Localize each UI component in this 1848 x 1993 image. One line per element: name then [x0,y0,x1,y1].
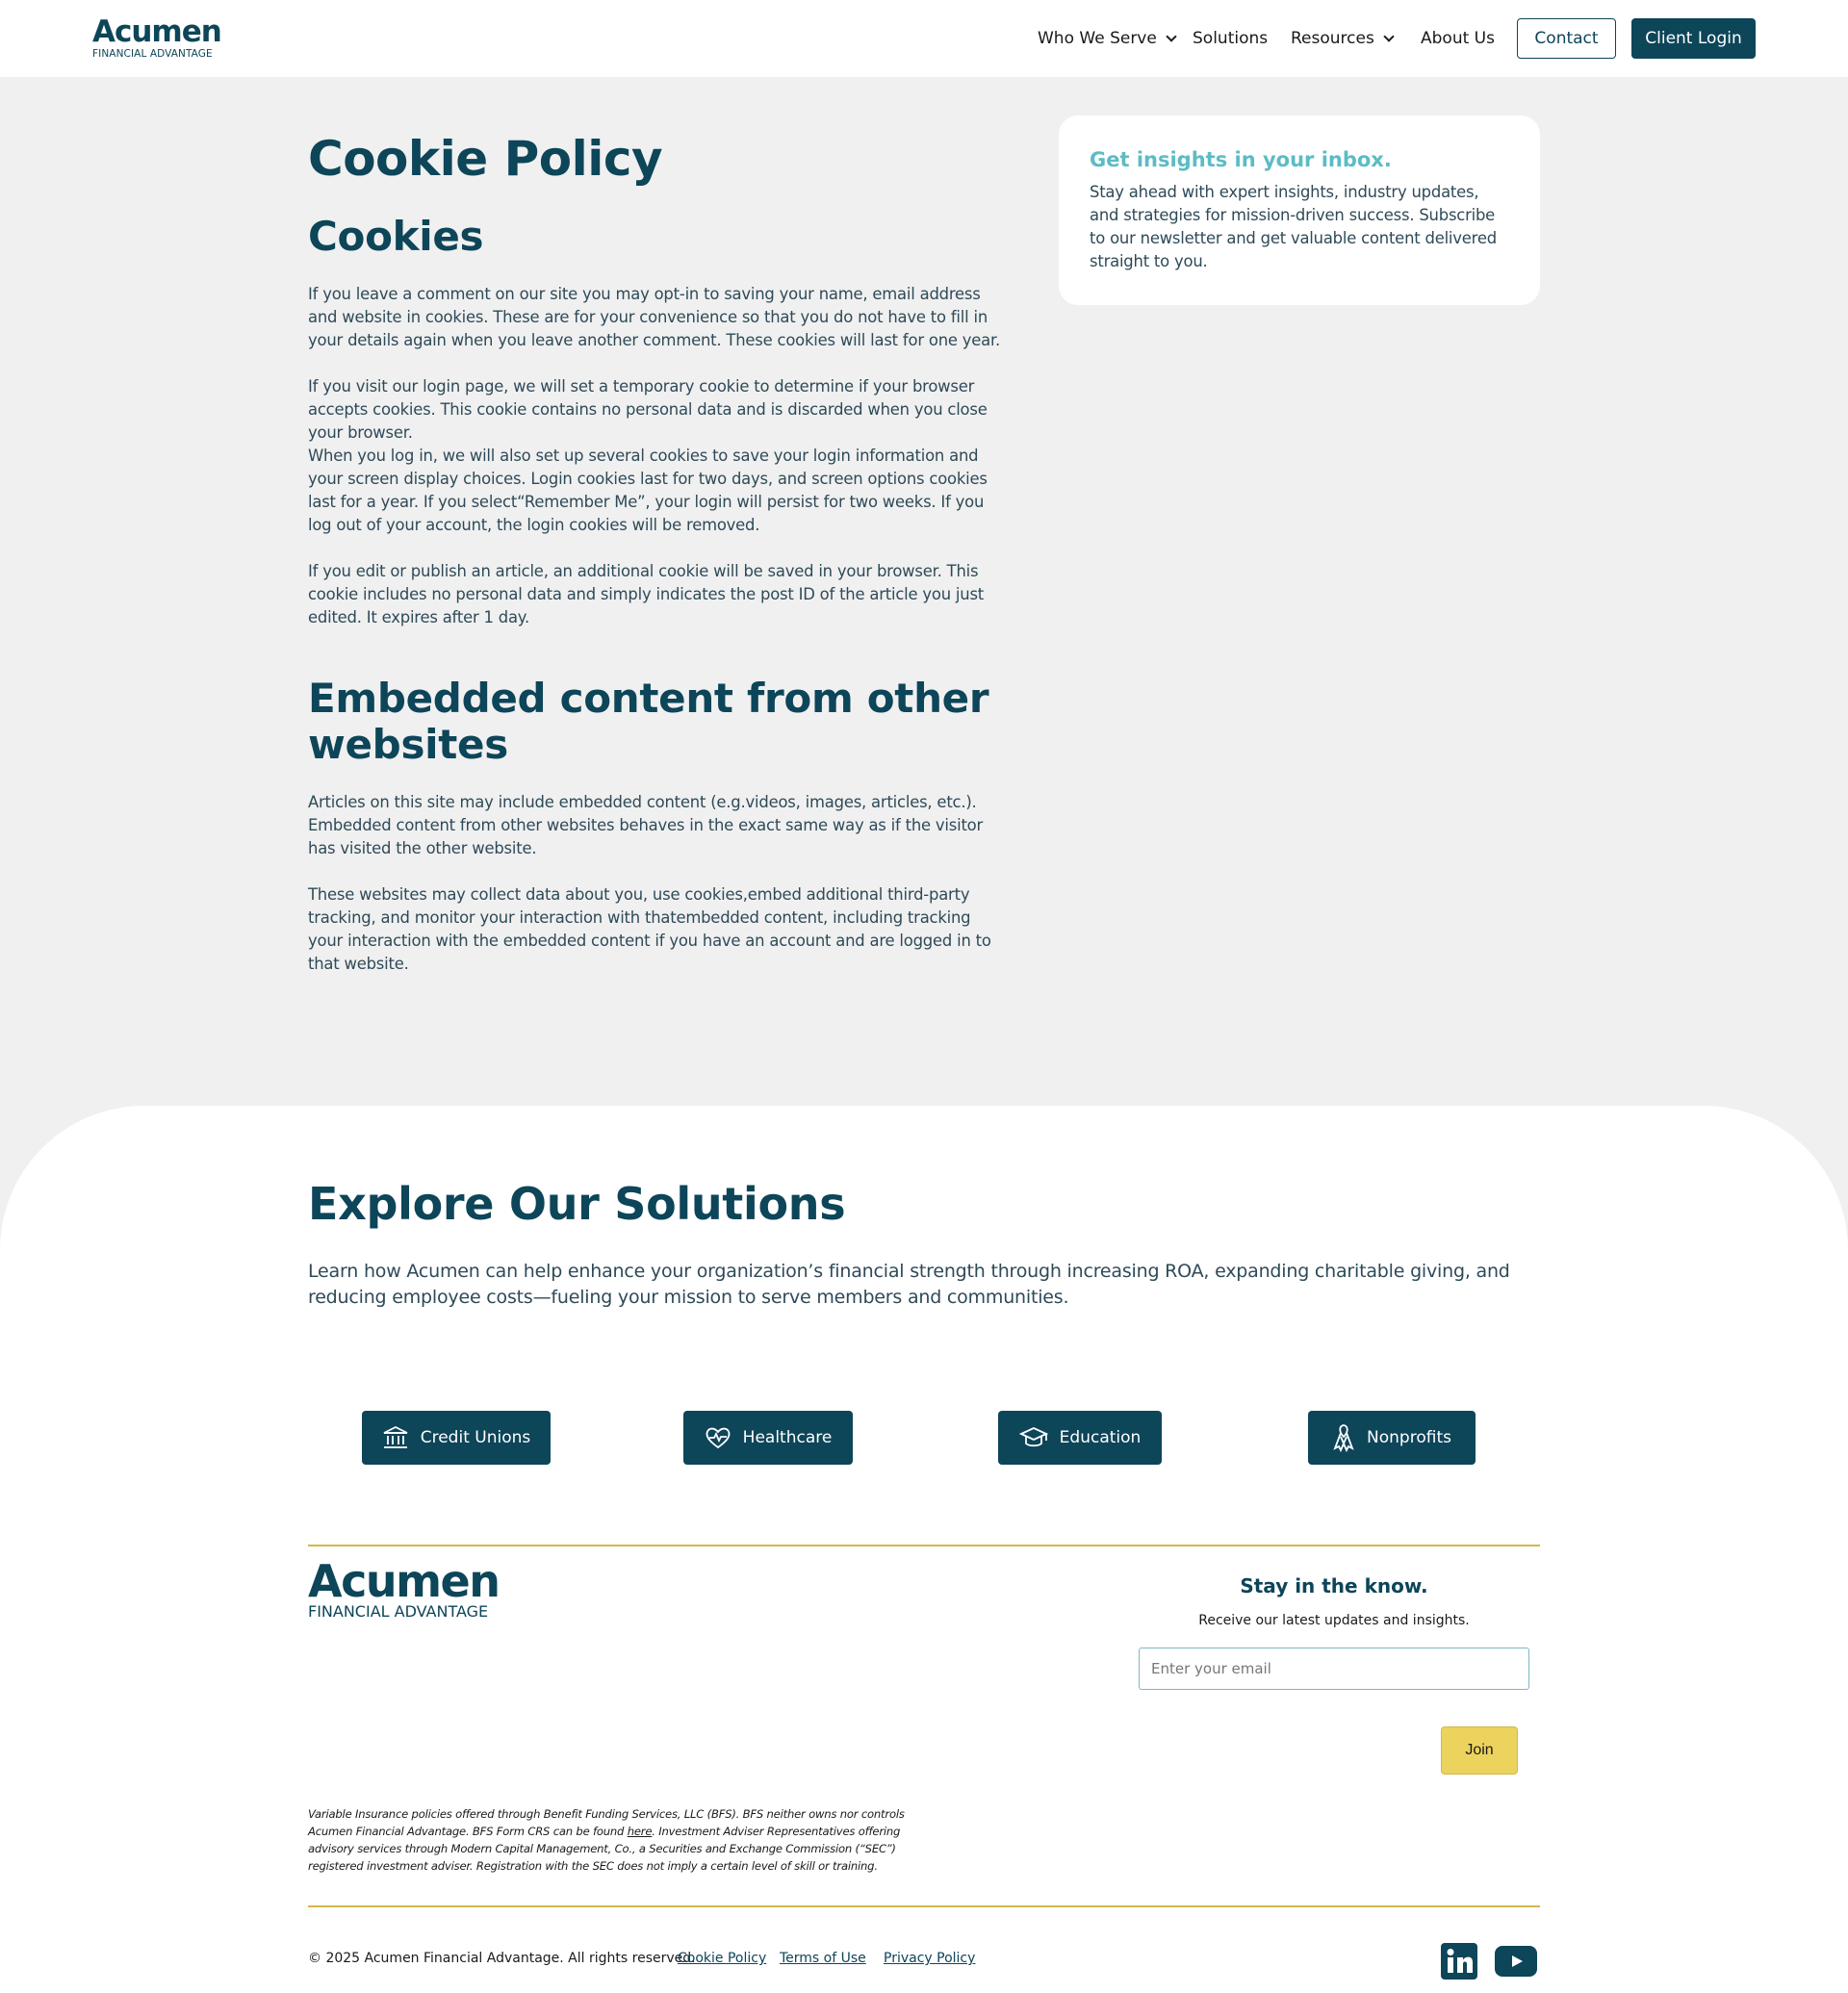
nav-who-we-serve-label: Who We Serve [1038,29,1157,48]
join-button[interactable]: Join [1441,1726,1518,1775]
footer-link-privacy-policy[interactable]: Privacy Policy [884,1951,976,1966]
ribbon-icon [1332,1423,1355,1452]
paragraph: These websites may collect data about you, use cookies,embed additional third-party tracking, and monitor your interaction with thatembedded content, including tracking your interaction with the embedded content if you have an account and are logged in to that website. [308,885,991,973]
nav-resources[interactable] [1291,19,1393,58]
education-label: Education [1059,1428,1142,1447]
credit-unions-button[interactable] [362,1411,551,1465]
footer-link-terms-of-use[interactable]: Terms of Use [780,1951,866,1966]
linkedin-link[interactable] [1441,1943,1477,1983]
nav-resources-label: Resources [1291,29,1374,48]
section-heading-embedded-content: Embedded content from other websites [308,675,989,768]
newsletter-subtitle: Receive our latest updates and insights. [1198,1613,1470,1628]
explore-text: Learn how Acumen can help enhance your organization’s financial strength through increasing ROA, expanding charitable giving, and reducing employee costs—fueling your mission to serve members and communities. [308,1261,1510,1308]
paragraph: If you leave a comment on our site you may opt-in to saving your name, email address and website in cookies. These are for your convenience so that you do not have to fill in your details again when you leave another comment. These cookies will last for one year. [308,285,1001,349]
heart-pulse-icon [705,1425,732,1450]
bfs-form-crs-link[interactable]: here [627,1825,653,1838]
disclaimer-text: . Investment Adviser Representatives offering advisory services through Modern Capital Management, Co., a Securities and Exchange Commission (“SEC”) registered investment adviser. Registration with the SEC does not imply a certain level of skill or training. [308,1825,901,1873]
footer-link-cookie-policy[interactable]: Cookie Policy [678,1951,767,1966]
legal-disclaimer [308,1805,943,1875]
client-login-button[interactable]: Client Login [1631,18,1756,59]
paragraph: When you log in, we will also set up several cookies to save your login information and your screen display choices. Login cookies last for two days, and screen options cookies last for a year. If you select“Remember Me”, your login will persist for two weeks. If you log out of your account, the login cookies will be removed. [308,447,988,534]
nonprofits-button[interactable] [1308,1411,1476,1465]
nav-about-us[interactable] [1421,19,1495,58]
footer-logo-tagline: FINANCIAL ADVANTAGE [308,1602,489,1621]
newsletter-card-title: Get insights in your inbox. [1090,148,1392,171]
disclaimer-text: Variable Insurance policies offered through Benefit Funding Services, LLC (BFS). BFS neither owns nor controls Acumen Financial Advantage. BFS Form CRS can be found [308,1807,905,1838]
healthcare-label: Healthcare [742,1428,833,1447]
nonprofits-label: Nonprofits [1367,1428,1451,1447]
nav-who-we-serve[interactable] [1038,19,1175,58]
copyright: © 2025 Acumen Financial Advantage. All rights reserved. [308,1951,696,1966]
paragraph: Articles on this site may include embedded content (e.g.videos, images, articles, etc.). Embedded content from other websites behaves in the exact same way as if the visitor has visited the other website. [308,793,984,857]
nav-about-us-label: About Us [1421,29,1495,48]
chevron-down-icon [1383,31,1394,41]
chevron-down-icon [1166,31,1176,41]
newsletter-card-text: Stay ahead with expert insights, industry updates, and strategies for mission-driven success. Subscribe to our newsletter and get valuable content delivered straight to you. [1090,183,1497,270]
healthcare-button[interactable] [683,1411,853,1465]
youtube-icon [1495,1946,1537,1977]
education-button[interactable] [998,1411,1162,1465]
site-header [0,0,1848,77]
page-title: Cookie Policy [308,131,663,187]
footer-divider-bottom [308,1905,1540,1907]
newsletter-title: Stay in the know. [1240,1574,1428,1597]
credit-unions-label: Credit Unions [420,1428,531,1447]
site-logo[interactable] [92,14,221,60]
email-input[interactable] [1139,1648,1529,1690]
nav-solutions-label: Solutions [1193,29,1269,48]
graduation-cap-icon [1019,1425,1048,1450]
newsletter-card [1059,115,1540,305]
youtube-link[interactable] [1495,1946,1537,1980]
nav-solutions[interactable] [1193,19,1268,58]
bank-icon [382,1425,409,1450]
footer-logo[interactable] [308,1555,500,1621]
paragraph: If you edit or publish an article, an additional cookie will be saved in your browser. This cookie includes no personal data and simply indicates the post ID of the article you just edited. It expires after 1 day. [308,562,985,626]
section-heading-cookies: Cookies [308,213,484,260]
contact-button[interactable]: Contact [1517,18,1616,59]
logo-tagline: FINANCIAL ADVANTAGE [92,48,213,60]
logo-wordmark: Acumen [92,14,221,49]
footer-logo-wordmark: Acumen [308,1555,500,1607]
paragraph: If you visit our login page, we will set a temporary cookie to determine if your browser accepts cookies. This cookie contains no personal data and is discarded when you close your browser. [308,377,988,442]
linkedin-icon [1441,1943,1477,1980]
explore-title: Explore Our Solutions [308,1178,846,1230]
footer-divider-top [308,1545,1540,1546]
